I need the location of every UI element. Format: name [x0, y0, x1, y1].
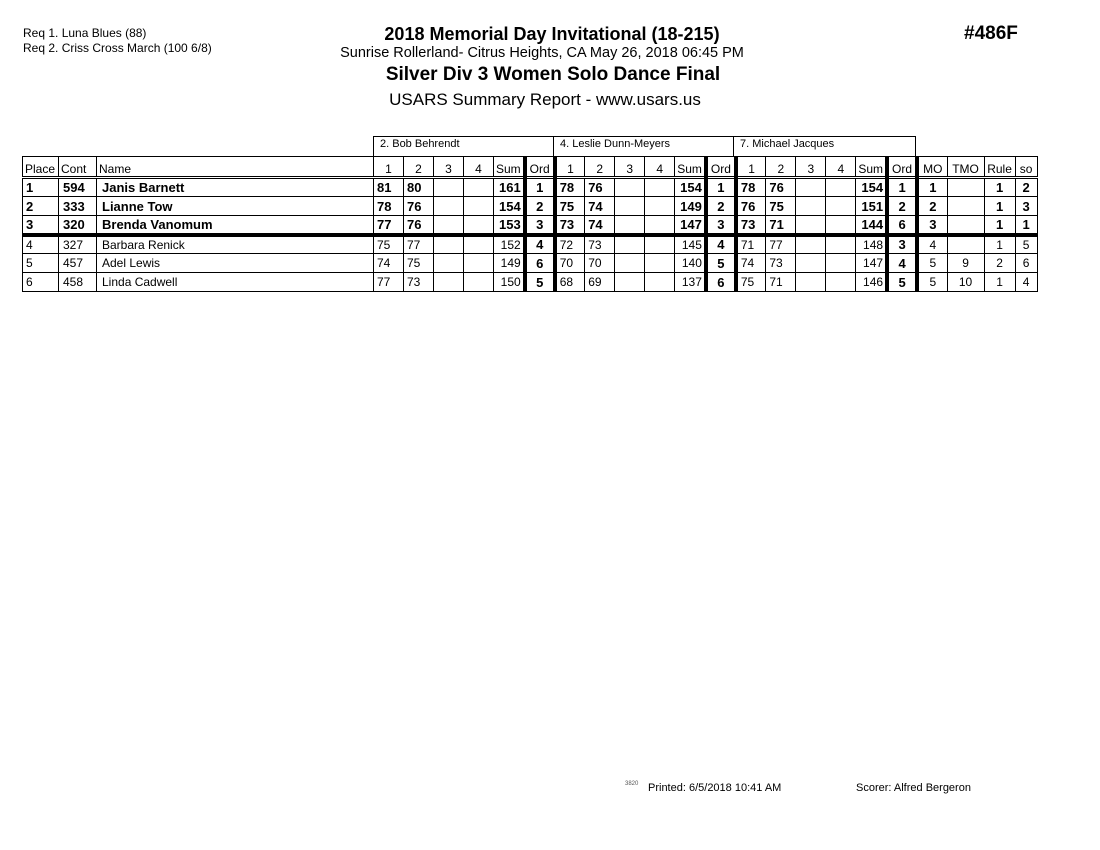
judge-2-score-1-cell: 72 — [555, 235, 585, 254]
judge-2-score-4-cell — [645, 235, 675, 254]
judge-2-ordinal-cell: 5 — [706, 254, 736, 273]
so-cell: 5 — [1015, 235, 1037, 254]
judge-3-ordinal-cell: 2 — [887, 197, 917, 216]
judge-3-score-3-cell — [796, 178, 826, 197]
division-title: Silver Div 3 Women Solo Dance Final — [385, 64, 721, 85]
event-title: 2018 Memorial Day Invitational (18-215) — [384, 24, 720, 44]
judge-1-score-3-cell — [434, 235, 464, 254]
judge-3-score-2-cell: 71 — [766, 273, 796, 292]
judge-1-ordinal-cell: 6 — [525, 254, 555, 273]
mo-cell: 5 — [917, 273, 947, 292]
judge-1-score-4-cell — [464, 216, 494, 235]
header-row — [23, 157, 1038, 178]
event-code: #486F — [964, 23, 1018, 44]
judge-1-score-2-cell: 75 — [404, 254, 434, 273]
judge-1-score-1-cell: 78 — [374, 197, 404, 216]
judge-3-score-4-cell — [826, 235, 856, 254]
judge-1-score-1-cell: 77 — [374, 273, 404, 292]
judge-3-score-3-cell — [796, 254, 826, 273]
skater-name-cell: Brenda Vanomum — [97, 216, 374, 235]
judge-3-ordinal-cell: 3 — [887, 235, 917, 254]
judge-1-sum-cell: 154 — [494, 197, 525, 216]
judge-3-score-3-cell — [796, 235, 826, 254]
judge-1-score-1-cell: 81 — [374, 178, 404, 197]
judge-3-sum-cell: 151 — [856, 197, 887, 216]
place-cell: 6 — [23, 273, 59, 292]
judge-3-score-1-cell: 78 — [736, 178, 766, 197]
judge-3-score-4-cell — [826, 254, 856, 273]
tmo-cell — [947, 216, 984, 235]
col-cont: Cont — [59, 157, 97, 178]
so-cell: 6 — [1015, 254, 1037, 273]
judge-2-score-4-cell — [645, 178, 675, 197]
judge-2-score-1-cell: 73 — [555, 216, 585, 235]
judge-1-ordinal-cell: 3 — [525, 216, 555, 235]
judge-2-score-3-cell — [615, 273, 645, 292]
judge-3-ordinal-cell: 1 — [887, 178, 917, 197]
col-j2-s4: 4 — [645, 157, 675, 178]
place-cell: 4 — [23, 235, 59, 254]
col-j2-s2: 2 — [585, 157, 615, 178]
judge-2-ordinal-cell: 3 — [706, 216, 736, 235]
skater-name-cell: Linda Cadwell — [97, 273, 374, 292]
col-name: Name — [97, 157, 374, 178]
judge-2-score-4-cell — [645, 197, 675, 216]
judge-2-sum-cell: 145 — [675, 235, 706, 254]
results-table — [22, 156, 1038, 292]
judge-2-score-2-cell: 69 — [585, 273, 615, 292]
judge-2-score-3-cell — [615, 197, 645, 216]
tmo-cell — [947, 197, 984, 216]
table-row — [23, 235, 1038, 254]
judge-2-score-2-cell: 73 — [585, 235, 615, 254]
rule-cell: 1 — [984, 235, 1015, 254]
judge-1-score-4-cell — [464, 273, 494, 292]
requirement-1-label: Req 1. — [23, 26, 59, 40]
judge-3-sum-cell: 148 — [856, 235, 887, 254]
scorer-name: Scorer: Alfred Bergeron — [856, 782, 971, 794]
col-tmo: TMO — [947, 157, 984, 178]
contestant-number-cell: 458 — [59, 273, 97, 292]
table-row — [23, 216, 1038, 235]
place-cell: 1 — [23, 178, 59, 197]
rule-cell: 2 — [984, 254, 1015, 273]
judge-2-score-1-cell: 78 — [555, 178, 585, 197]
skater-name-cell: Barbara Renick — [97, 235, 374, 254]
report-title: USARS Summary Report - www.usars.us — [389, 90, 701, 109]
judge-3-score-4-cell — [826, 178, 856, 197]
judge-2-sum-cell: 147 — [675, 216, 706, 235]
judge-1-sum-cell: 153 — [494, 216, 525, 235]
judge-1-score-1-cell: 77 — [374, 216, 404, 235]
judge-3-sum-cell: 146 — [856, 273, 887, 292]
tmo-cell: 10 — [947, 273, 984, 292]
judge-1-score-1-cell: 75 — [374, 235, 404, 254]
contestant-number-cell: 327 — [59, 235, 97, 254]
judge-2-ordinal-cell: 6 — [706, 273, 736, 292]
mo-cell: 5 — [917, 254, 947, 273]
col-j1-ord: Ord — [525, 157, 555, 178]
judge-2-score-3-cell — [615, 216, 645, 235]
judge-3-score-2-cell: 75 — [766, 197, 796, 216]
rule-cell: 1 — [984, 273, 1015, 292]
judge-1-sum-cell: 161 — [494, 178, 525, 197]
col-j3-s4: 4 — [826, 157, 856, 178]
judge-1-sum-cell: 150 — [494, 273, 525, 292]
contestant-number-cell: 457 — [59, 254, 97, 273]
judge-2-sum-cell: 154 — [675, 178, 706, 197]
so-cell: 3 — [1015, 197, 1037, 216]
col-rule: Rule — [984, 157, 1015, 178]
judge-3-score-2-cell: 71 — [766, 216, 796, 235]
col-j1-s4: 4 — [464, 157, 494, 178]
skater-name-cell: Adel Lewis — [97, 254, 374, 273]
judge-3-score-3-cell — [796, 273, 826, 292]
judge-1-score-3-cell — [434, 273, 464, 292]
judge-2-score-2-cell: 74 — [585, 197, 615, 216]
report-id-small: 3820 — [625, 781, 639, 787]
place-cell: 2 — [23, 197, 59, 216]
judge-1-ordinal-cell: 1 — [525, 178, 555, 197]
judge-2-score-1-cell: 75 — [555, 197, 585, 216]
judge-1-score-1-cell: 74 — [374, 254, 404, 273]
col-j1-s3: 3 — [434, 157, 464, 178]
rule-cell: 1 — [984, 197, 1015, 216]
judge-3-score-3-cell — [796, 197, 826, 216]
judge-1-score-2-cell: 76 — [404, 216, 434, 235]
col-j3-ord: Ord — [887, 157, 917, 178]
table-row — [23, 273, 1038, 292]
judge-1-ordinal-cell: 5 — [525, 273, 555, 292]
judge-2-score-3-cell — [615, 254, 645, 273]
judge-2-sum-cell: 137 — [675, 273, 706, 292]
judge-3-score-2-cell: 73 — [766, 254, 796, 273]
table-row — [23, 178, 1038, 197]
so-cell: 2 — [1015, 178, 1037, 197]
col-j3-sum: Sum — [856, 157, 887, 178]
col-mo: MO — [917, 157, 947, 178]
col-so: so — [1015, 157, 1037, 178]
judge-1-score-2-cell: 80 — [404, 178, 434, 197]
judge-1-header: 2. Bob Behrendt — [373, 136, 554, 156]
requirement-2-label: Req 2. — [23, 41, 59, 55]
judge-2-score-3-cell — [615, 178, 645, 197]
judge-1-score-3-cell — [434, 197, 464, 216]
judge-2-score-1-cell: 70 — [555, 254, 585, 273]
judge-1-score-2-cell: 76 — [404, 197, 434, 216]
judge-2-sum-cell: 140 — [675, 254, 706, 273]
judge-2-score-3-cell — [615, 235, 645, 254]
judge-1-score-4-cell — [464, 178, 494, 197]
rule-cell: 1 — [984, 178, 1015, 197]
contestant-number-cell: 320 — [59, 216, 97, 235]
judge-1-score-3-cell — [434, 178, 464, 197]
table-row — [23, 254, 1038, 273]
judge-3-score-4-cell — [826, 273, 856, 292]
printed-timestamp: Printed: 6/5/2018 10:41 AM — [648, 782, 782, 794]
judge-2-sum-cell: 149 — [675, 197, 706, 216]
judge-1-score-2-cell: 77 — [404, 235, 434, 254]
judge-1-ordinal-cell: 2 — [525, 197, 555, 216]
col-j1-sum: Sum — [494, 157, 525, 178]
judge-1-score-2-cell: 73 — [404, 273, 434, 292]
judge-2-ordinal-cell: 4 — [706, 235, 736, 254]
col-j1-s1: 1 — [374, 157, 404, 178]
judge-3-sum-cell: 154 — [856, 178, 887, 197]
judge-2-ordinal-cell: 1 — [706, 178, 736, 197]
tmo-cell: 9 — [947, 254, 984, 273]
rule-cell: 1 — [984, 216, 1015, 235]
judge-1-sum-cell: 149 — [494, 254, 525, 273]
judge-2-score-2-cell: 70 — [585, 254, 615, 273]
judge-3-score-2-cell: 76 — [766, 178, 796, 197]
place-cell: 5 — [23, 254, 59, 273]
contestant-number-cell: 594 — [59, 178, 97, 197]
judge-3-score-4-cell — [826, 197, 856, 216]
judge-1-score-3-cell — [434, 254, 464, 273]
judge-3-score-1-cell: 75 — [736, 273, 766, 292]
skater-name-cell: Lianne Tow — [97, 197, 374, 216]
table-row — [23, 197, 1038, 216]
judge-3-score-4-cell — [826, 216, 856, 235]
judge-2-score-4-cell — [645, 273, 675, 292]
so-cell: 4 — [1015, 273, 1037, 292]
skater-name-cell: Janis Barnett — [97, 178, 374, 197]
mo-cell: 4 — [917, 235, 947, 254]
col-j2-s3: 3 — [615, 157, 645, 178]
judge-3-score-1-cell: 76 — [736, 197, 766, 216]
judge-2-score-2-cell: 76 — [585, 178, 615, 197]
judge-1-sum-cell: 152 — [494, 235, 525, 254]
tmo-cell — [947, 235, 984, 254]
col-j2-sum: Sum — [675, 157, 706, 178]
col-place: Place — [23, 157, 59, 178]
mo-cell: 3 — [917, 216, 947, 235]
judge-3-score-2-cell: 77 — [766, 235, 796, 254]
judge-3-score-3-cell — [796, 216, 826, 235]
judge-3-score-1-cell: 73 — [736, 216, 766, 235]
col-j2-ord: Ord — [706, 157, 736, 178]
requirement-1-value: Luna Blues (88) — [61, 26, 147, 40]
judge-2-ordinal-cell: 2 — [706, 197, 736, 216]
requirement-2-value: Criss Cross March (100 6/8) — [61, 41, 212, 55]
judge-1-ordinal-cell: 4 — [525, 235, 555, 254]
so-cell: 1 — [1015, 216, 1037, 235]
judge-1-score-4-cell — [464, 235, 494, 254]
mo-cell: 2 — [917, 197, 947, 216]
tmo-cell — [947, 178, 984, 197]
judge-2-header: 4. Leslie Dunn-Meyers — [553, 136, 734, 156]
judge-1-score-4-cell — [464, 197, 494, 216]
venue-line: Sunrise Rollerland- Citrus Heights, CA May 26, 2018 06:45 PM — [340, 45, 744, 61]
judge-2-score-2-cell: 74 — [585, 216, 615, 235]
judge-3-sum-cell: 144 — [856, 216, 887, 235]
contestant-number-cell: 333 — [59, 197, 97, 216]
judge-3-score-1-cell: 71 — [736, 235, 766, 254]
judge-3-ordinal-cell: 4 — [887, 254, 917, 273]
col-j3-s3: 3 — [796, 157, 826, 178]
place-cell: 3 — [23, 216, 59, 235]
judge-3-header: 7. Michael Jacques — [733, 136, 916, 156]
judge-2-score-4-cell — [645, 216, 675, 235]
judge-1-score-3-cell — [434, 216, 464, 235]
judge-3-ordinal-cell: 6 — [887, 216, 917, 235]
judge-2-score-1-cell: 68 — [555, 273, 585, 292]
col-j3-s1: 1 — [736, 157, 766, 178]
judge-3-ordinal-cell: 5 — [887, 273, 917, 292]
judge-1-score-4-cell — [464, 254, 494, 273]
judge-2-score-4-cell — [645, 254, 675, 273]
col-j2-s1: 1 — [555, 157, 585, 178]
judge-3-score-1-cell: 74 — [736, 254, 766, 273]
judge-3-sum-cell: 147 — [856, 254, 887, 273]
mo-cell: 1 — [917, 178, 947, 197]
col-j1-s2: 2 — [404, 157, 434, 178]
col-j3-s2: 2 — [766, 157, 796, 178]
